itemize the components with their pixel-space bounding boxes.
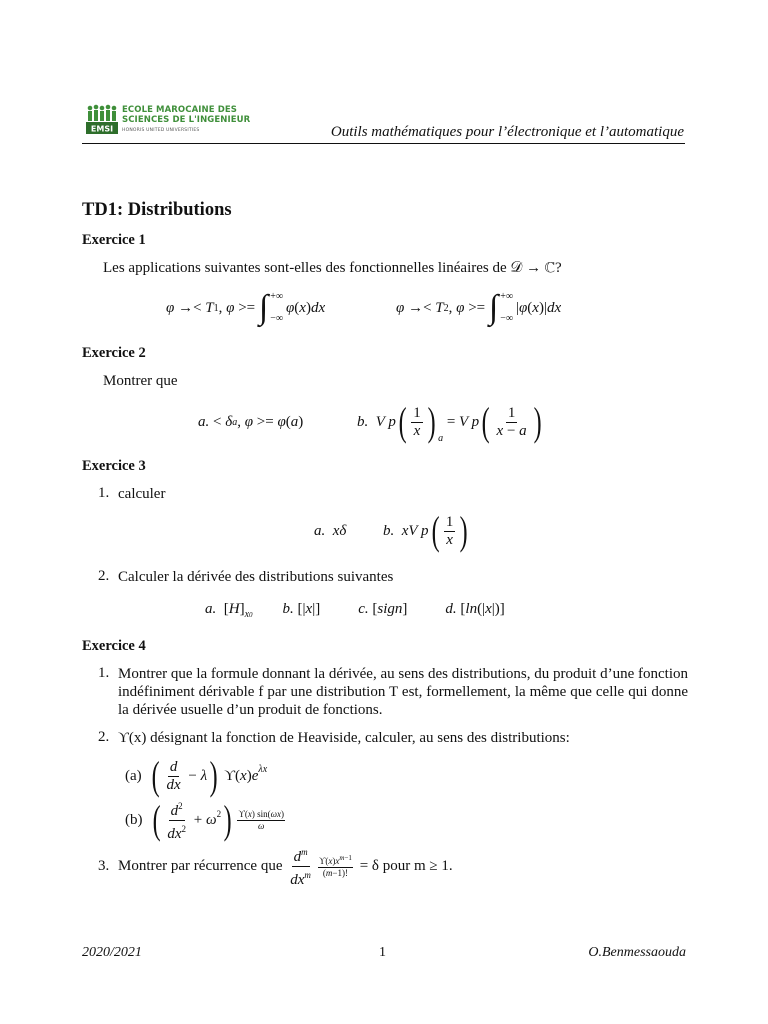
exercise-3-item-2-text: Calculer la dérivée des distributions suivantes (118, 569, 394, 585)
exercise-3-item-1-number: 1. (98, 485, 110, 501)
exercise-1-heading: Exercice 1 (82, 232, 146, 248)
logo-line-3: HONORIS UNITED UNIVERSITIES (122, 128, 200, 133)
exercise-4-item-3-number: 3. (98, 858, 110, 874)
exercise-4-item-1-text: Montrer que la formule donnant la dérivée, au sens des distributions, du produit d’une fonction indéfiniment dérivable f par une distribution T est, formellement, la même que celle qui donne la dérivée usuelle d’un produit de fonctions. (118, 666, 688, 718)
exercise-1-formula-1: φ →< T 1 , φ >= ∫ +∞ −∞ φ ( x ) dx (166, 289, 326, 326)
exercise-3-formula-a: a. xδ (314, 522, 347, 539)
logo-badge-text: EMSI (90, 124, 114, 134)
exercise-3-distributions: a. [ H ] $_{x0}$ b. [| x |] c. [ sign ] d. [ ln (| x |)] (205, 600, 505, 620)
exercise-4-formula-b: (b) ( $\frac{d^2}{dx^2}$ + ω $^2$ ) $\frac{ϒ(x) \sin(\omega x)}{\omega}$ (125, 797, 284, 842)
exercise-4-item-2-number: 2. (98, 729, 110, 745)
exercise-3-item-1-text: calculer (118, 486, 166, 502)
footer-author: O.Benmessaouda (588, 945, 686, 960)
exercise-1-formula-2: φ →< T 2 , φ >= ∫ +∞ −∞ | φ ( x )| dx (396, 289, 562, 326)
footer-page-number: 1 (379, 945, 386, 960)
document-title: TD1: Distributions (82, 200, 232, 220)
course-title: Outils mathématiques pour l’électronique et l’automatique (330, 124, 684, 140)
school-logo (86, 103, 251, 137)
exercise-4-item-3-suffix: = δ pour m ≥ 1. (359, 857, 453, 874)
exercise-4-item-3-prefix: Montrer par récurrence que (118, 857, 283, 874)
exercise-2-formula-b: b. V p ( $\frac{1}{x}$ ) $_a$ = V p ( $\frac{1}{x - a}$ ) (357, 399, 542, 444)
people-logo-icon (86, 103, 120, 137)
exercise-1-intro: Les applications suivantes sont-elles des fonctionnelles linéaires de 𝒟 → ℂ? (103, 260, 562, 276)
exercise-2-heading: Exercice 2 (82, 345, 146, 361)
exercise-3-item-2-number: 2. (98, 568, 110, 584)
exercise-2-formula-a: a. < δ a , φ >= φ ( a ) (198, 413, 304, 430)
footer-year: 2020/2021 (82, 945, 142, 960)
exercise-2-intro: Montrer que (103, 373, 178, 389)
exercise-4-item-3-formula: Montrer par récurrence que $\frac{d^m}{dx^m}$ $\frac{ϒ(x)x^{m-1}}{(m-1)!}$ = δ pour m ≥ 1. (118, 846, 453, 886)
logo-line-2: SCIENCES DE L'INGENIEUR (122, 115, 251, 125)
exercise-4-heading: Exercice 4 (82, 638, 146, 654)
logo-line-1: ECOLE MAROCAINE DES (122, 105, 238, 115)
exercise-4-formula-a: (a) ( $\frac{d}{dx}$ − λ ) ϒ( x ) e $^{\lambda x}$ (125, 753, 268, 798)
header-rule (82, 143, 685, 144)
exercise-4-item-2-text: ϒ(x) désignant la fonction de Heaviside, calculer, au sens des distributions: (118, 730, 570, 746)
exercise-4-item-1-number: 1. (98, 665, 110, 681)
exercise-3-heading: Exercice 3 (82, 458, 146, 474)
exercise-3-formula-b: b. xV p ( $\frac{1}{x}$ ) (383, 508, 469, 553)
